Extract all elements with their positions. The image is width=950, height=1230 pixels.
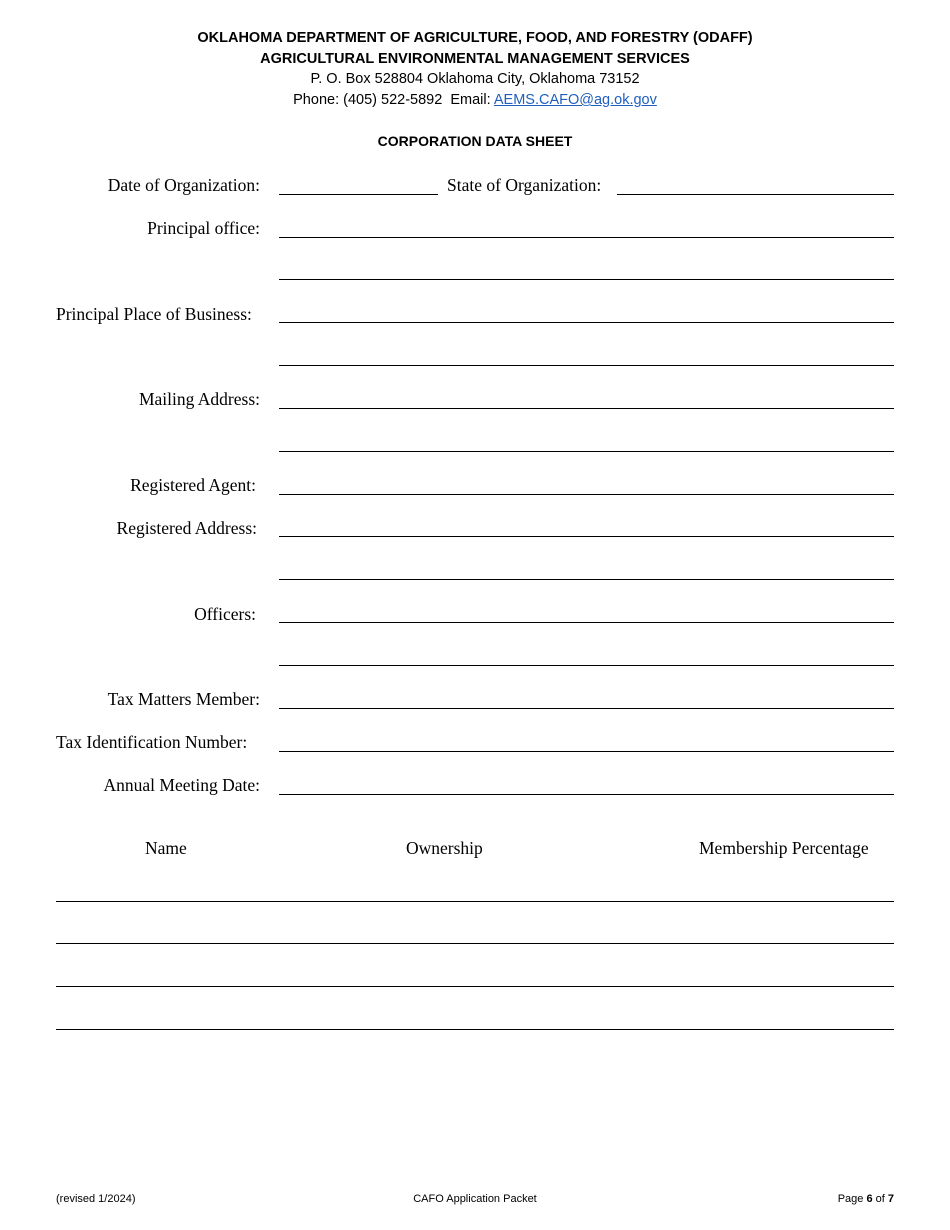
registered-agent-label: Registered Agent: [130, 475, 256, 495]
ownership-row-line[interactable] [56, 1029, 894, 1030]
packet-name: CAFO Application Packet [413, 1193, 537, 1205]
principal-place-of-business-field-1[interactable] [279, 322, 894, 323]
page-of: of [872, 1193, 888, 1205]
division-name: AGRICULTURAL ENVIRONMENTAL MANAGEMENT SERVICES [260, 51, 690, 67]
ownership-row-line[interactable] [56, 943, 894, 944]
principal-place-of-business-label: Principal Place of Business: [56, 304, 252, 324]
registered-agent-field[interactable] [279, 494, 894, 495]
email-link[interactable]: AEMS.CAFO@ag.ok.gov [493, 92, 657, 108]
phone-text: Phone: (405) 522-5892 Email: [293, 92, 494, 108]
contact-line [0, 90, 950, 110]
state-of-organization-field[interactable] [617, 194, 894, 195]
registered-address-label: Registered Address: [116, 518, 257, 538]
form-title: CORPORATION DATA SHEET [377, 133, 573, 149]
mailing-address-label: Mailing Address: [138, 389, 260, 409]
registered-address-field-1[interactable] [279, 536, 894, 537]
ownership-row-line[interactable] [56, 901, 894, 902]
principal-office-label: Principal office: [147, 218, 260, 238]
ownership-row-line[interactable] [56, 986, 894, 987]
mailing-address-field-2[interactable] [279, 451, 894, 452]
page-number [838, 1193, 894, 1205]
principal-office-field-1[interactable] [279, 237, 894, 238]
agency-address: P. O. Box 528804 Oklahoma City, Oklahoma 73152 [310, 71, 640, 87]
date-of-organization-label: Date of Organization: [107, 175, 260, 195]
column-header-ownership: Ownership [406, 838, 483, 858]
principal-place-of-business-field-2[interactable] [279, 365, 894, 366]
tax-matters-member-field[interactable] [279, 708, 894, 709]
page-total: 7 [887, 1193, 894, 1205]
agency-name: OKLAHOMA DEPARTMENT OF AGRICULTURE, FOOD, AND FORESTRY (ODAFF) [197, 30, 753, 46]
officers-field-1[interactable] [279, 622, 894, 623]
officers-field-2[interactable] [279, 665, 894, 666]
registered-address-field-2[interactable] [279, 579, 894, 580]
officers-label: Officers: [194, 604, 256, 624]
page-current: 6 [866, 1193, 873, 1205]
revision-note: (revised 1/2024) [56, 1193, 136, 1205]
column-header-name: Name [145, 838, 187, 858]
page-prefix: Page [837, 1193, 867, 1205]
principal-office-field-2[interactable] [279, 279, 894, 280]
annual-meeting-date-label: Annual Meeting Date: [103, 775, 260, 795]
state-of-organization-label: State of Organization: [447, 175, 602, 195]
mailing-address-field-1[interactable] [279, 408, 894, 409]
annual-meeting-date-field[interactable] [279, 794, 894, 795]
date-of-organization-field[interactable] [279, 194, 438, 195]
tax-identification-number-label: Tax Identification Number: [56, 732, 248, 752]
tax-matters-member-label: Tax Matters Member: [107, 689, 260, 709]
column-header-membership-percentage: Membership Percentage [699, 838, 869, 858]
tax-identification-number-field[interactable] [279, 751, 894, 752]
